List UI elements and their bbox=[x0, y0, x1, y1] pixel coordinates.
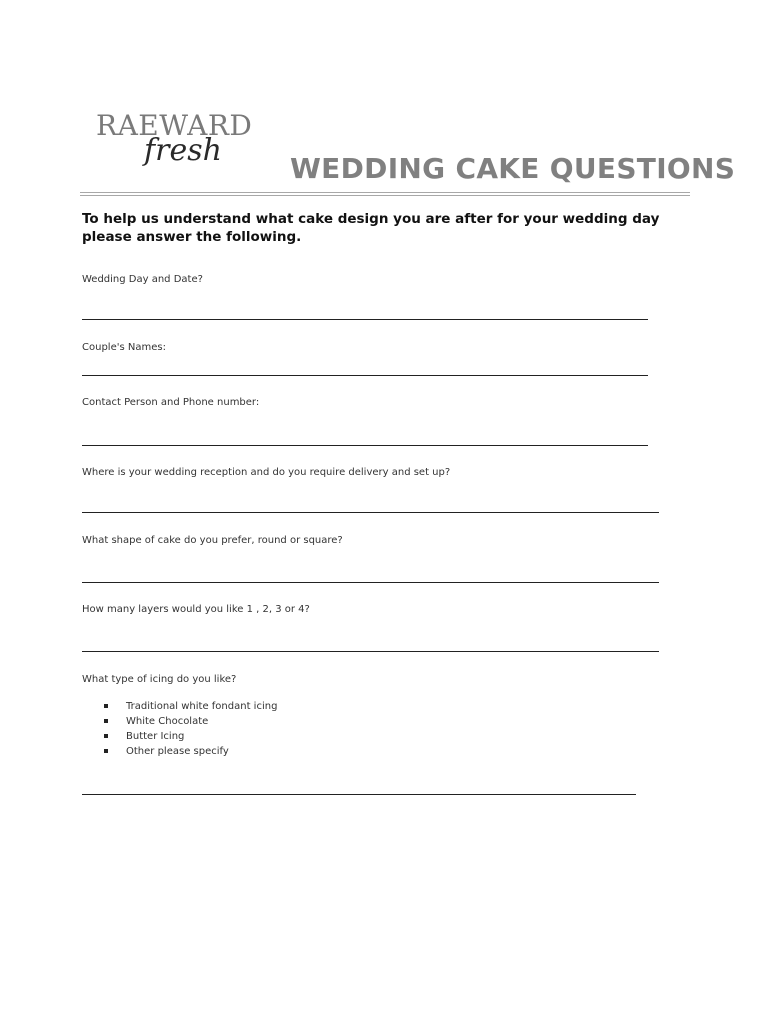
question-contact-person: Contact Person and Phone number: bbox=[82, 397, 260, 408]
icing-option-label: Other please specify bbox=[126, 746, 229, 757]
title-divider-top bbox=[80, 192, 690, 193]
question-icing-type: What type of icing do you like? bbox=[82, 674, 237, 685]
bullet-icon bbox=[104, 734, 108, 738]
answer-line-layers[interactable] bbox=[82, 651, 659, 652]
list-item bbox=[104, 714, 277, 729]
icing-option-label: Traditional white fondant icing bbox=[126, 701, 278, 712]
answer-line-wedding-date[interactable] bbox=[82, 319, 648, 320]
bullet-icon bbox=[104, 719, 108, 723]
logo-top-text: RAEWARD bbox=[96, 109, 253, 142]
answer-line-cake-shape[interactable] bbox=[82, 582, 659, 583]
list-item bbox=[104, 699, 277, 714]
question-reception-delivery: Where is your wedding reception and do you require delivery and set up? bbox=[82, 467, 451, 478]
question-wedding-date: Wedding Day and Date? bbox=[82, 274, 203, 285]
title-divider-bottom bbox=[80, 195, 690, 196]
page-title: WEDDING CAKE QUESTIONS bbox=[290, 152, 736, 185]
icing-option-label: White Chocolate bbox=[126, 716, 209, 727]
answer-line-icing-other[interactable] bbox=[82, 794, 636, 795]
list-item bbox=[104, 729, 277, 744]
logo-bottom-text: fresh bbox=[144, 133, 222, 168]
question-layers: How many layers would you like 1 , 2, 3 or 4? bbox=[82, 604, 310, 615]
icing-option-label: Butter Icing bbox=[126, 731, 185, 742]
answer-line-contact-person[interactable] bbox=[82, 445, 648, 446]
bullet-icon bbox=[104, 749, 108, 753]
icing-options-list bbox=[104, 699, 277, 759]
answer-line-reception-delivery[interactable] bbox=[82, 512, 659, 513]
answer-line-couple-names[interactable] bbox=[82, 375, 648, 376]
question-cake-shape: What shape of cake do you prefer, round or square? bbox=[82, 535, 343, 546]
intro-text: To help us understand what cake design you are after for your wedding day please answer the following. bbox=[82, 211, 660, 245]
question-couple-names: Couple's Names: bbox=[82, 342, 166, 353]
raeward-fresh-logo bbox=[96, 109, 276, 172]
bullet-icon bbox=[104, 704, 108, 708]
list-item bbox=[104, 744, 277, 759]
